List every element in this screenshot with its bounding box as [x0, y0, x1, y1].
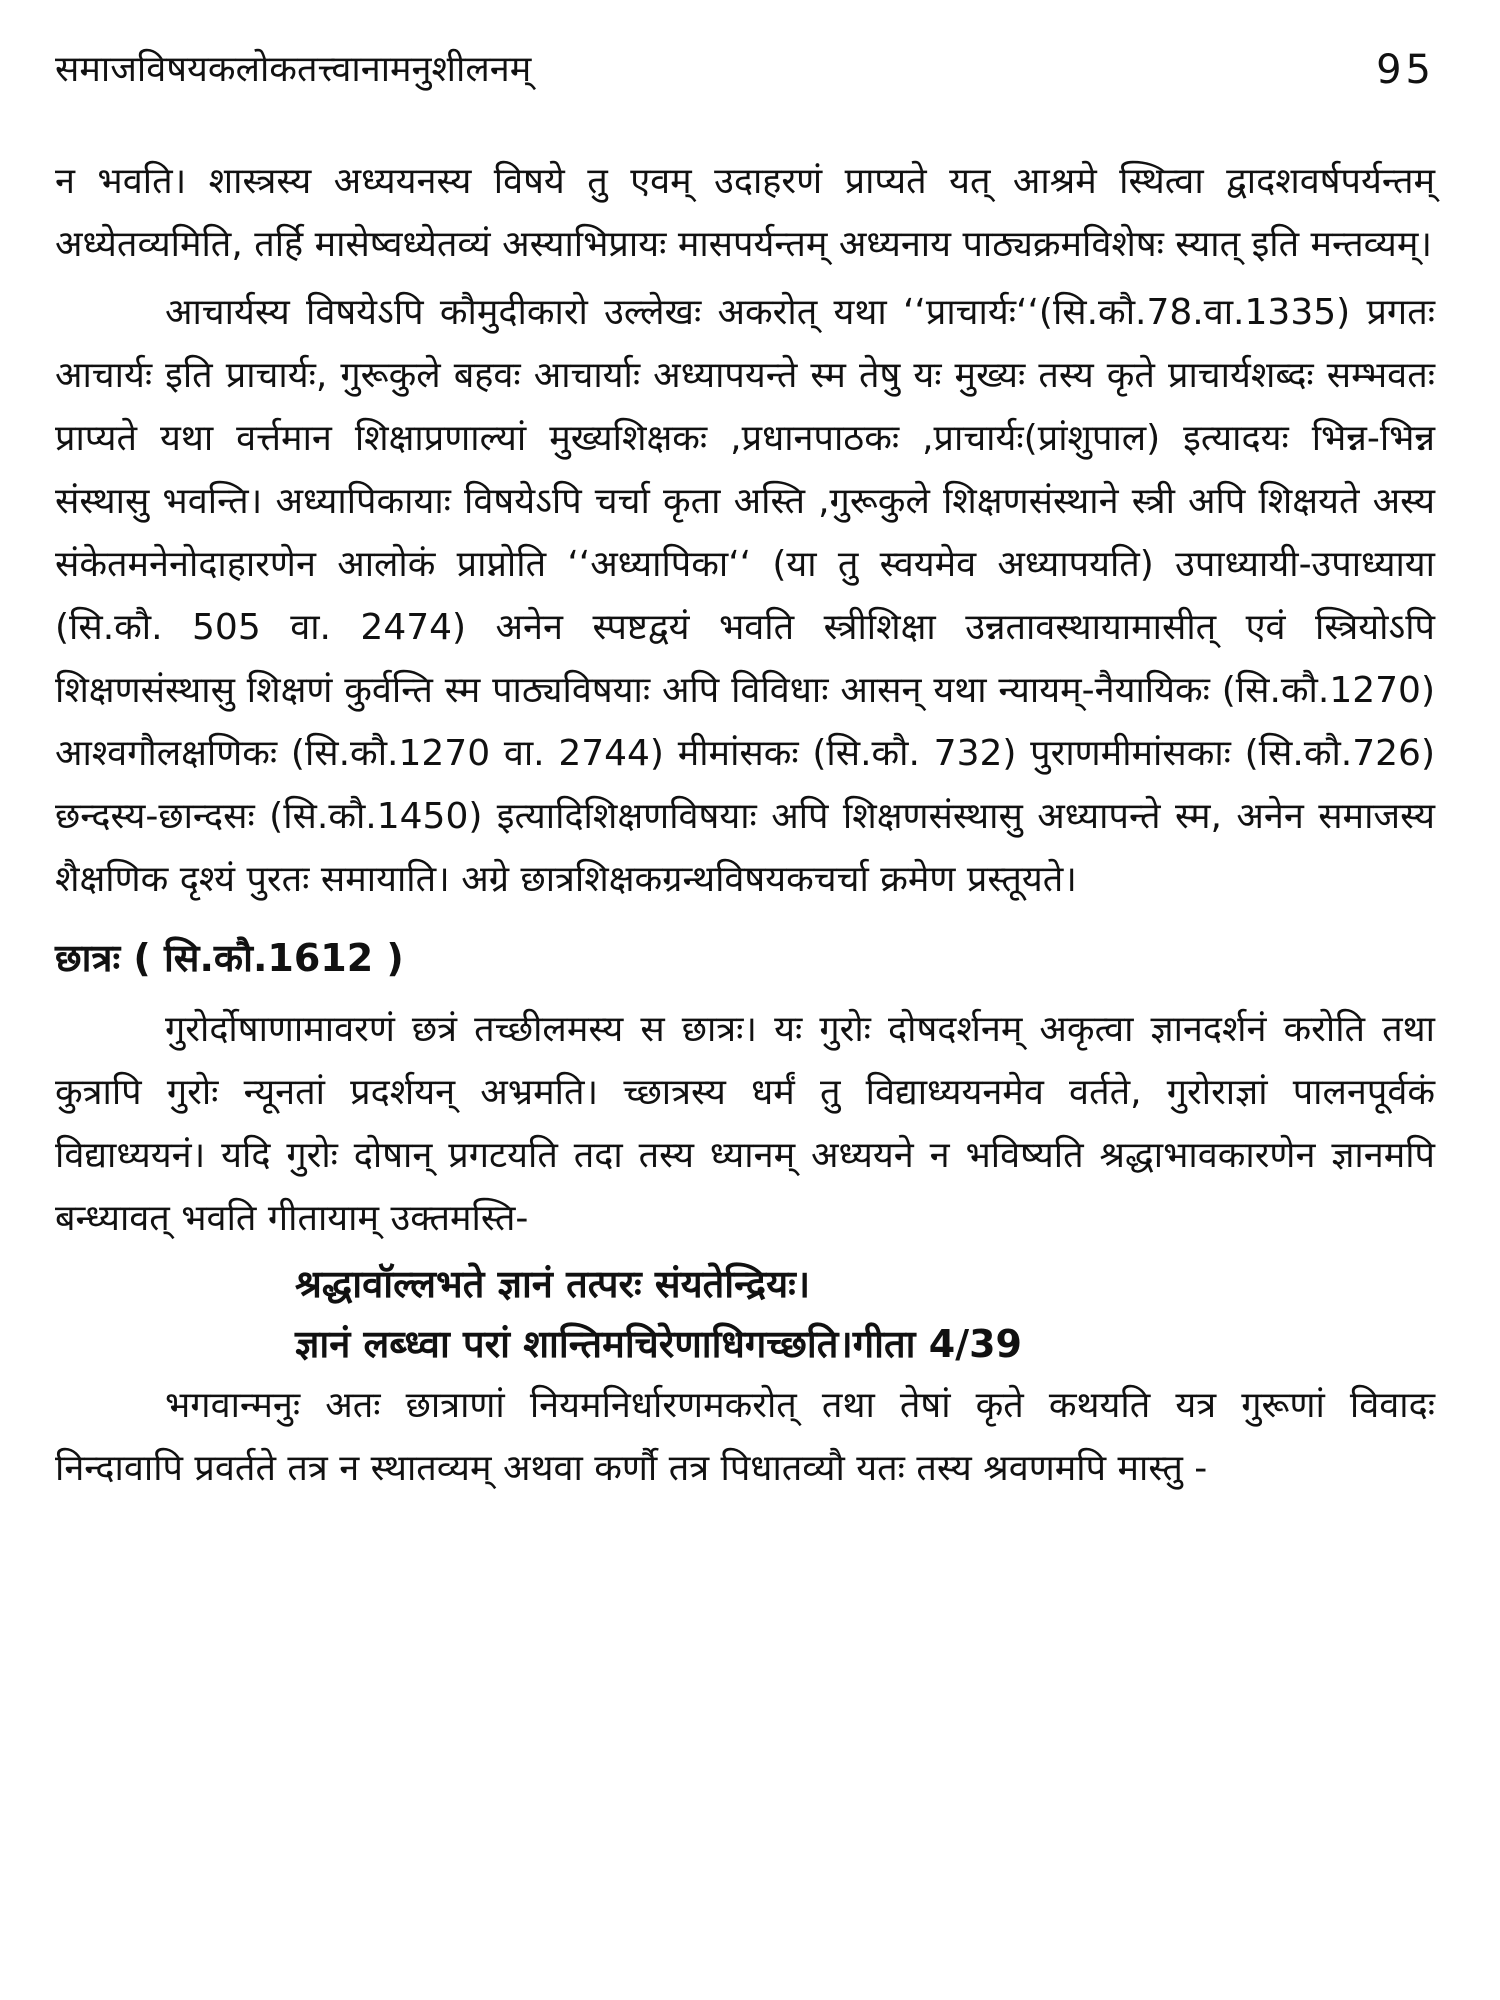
paragraph-continuation: न भवति। शास्त्रस्य अध्ययनस्य विषये तु एवम् उदाहरणं प्राप्यते यत् आश्रमे स्थित्वा द्वादशवर्षपर्यन्तम् अध्येतव्यमिति, तर्हि मासेष्वध्येतव्यं अस्याभिप्रायः मासपर्यन्तम् अध्यनाय पाठ्यक्रमविशेषः स्यात् इति मन्तव्यम्।	[55, 161, 1435, 265]
section-heading-chhatra: छात्रः ( सि.कौ.1612 )	[55, 936, 404, 980]
paragraph-chhatra: गुरोर्दोषाणामावरणं छत्रं तच्छीलमस्य स छात्रः। यः गुरोः दोषदर्शनम् अकृत्वा ज्ञानदर्शनं करोति तथा कुत्रापि गुरोः न्यूनतां प्रदर्शयन् अभ्रमति। च्छात्रस्य धर्मं तु विद्याध्ययनमेव वर्तते, गुरोराज्ञां पालनपूर्वकं विद्याध्ययनं। यदि गुरोः दोषान् प्रगटयति तदा तस्य ध्यानम् अध्ययने न भविष्यति श्रद्धाभावकारणेन ज्ञानमपि बन्ध्यावत् भवति गीतायाम् उक्तमस्ति-	[55, 1009, 1435, 1239]
running-title: समाजविषयकलोकतत्त्वानामनुशीलनम्	[55, 49, 532, 90]
verse-line-2: ज्ञानं लब्ध्वा परां शान्तिमचिरेणाधिगच्छति।गीता 4/39	[295, 1322, 1022, 1366]
verse-line-1: श्रद्धावॉल्लभते ज्ञानं तत्परः संयतेन्द्रियः।	[295, 1262, 811, 1306]
paragraph-acharya: आचार्यस्य विषयेऽपि कौमुदीकारो उल्लेखः अकरोत् यथा ‘‘प्राचार्यः‘‘(सि.कौ.78.वा.1335) प्रगतः आचार्यः इति प्राचार्यः, गुरूकुले बहवः आचार्याः अध्यापयन्ते स्म तेषु यः मुख्यः तस्य कृते प्राचार्यशब्दः सम्भवतः प्राप्यते यथा वर्त्तमान शिक्षाप्रणाल्यां मुख्यशिक्षकः ,प्रधानपाठकः ,प्राचार्यः(प्रांशुपाल) इत्यादयः भिन्न-भिन्न संस्थासु भवन्ति। अध्यापिकायाः विषयेऽपि चर्चा कृता अस्ति ,गुरूकुले शिक्षणसंस्थाने स्त्री अपि शिक्षयते अस्य संकेतमनेनोदाहारणेन आलोकं प्राप्नोति ‘‘अध्यापिका‘‘ (या तु स्वयमेव अध्यापयति) उपाध्यायी-उपाध्याया (सि.कौ. 505 वा. 2474) अनेन स्पष्टद्वयं भवति स्त्रीशिक्षा उन्नतावस्थायामासीत् एवं स्त्रियोऽपि शिक्षणसंस्थासु शिक्षणं कुर्वन्ति स्म पाठ्यविषयाः अपि विविधाः आसन् यथा न्यायम्-नैयायिकः (सि.कौ.1270) आश्वगौलक्षणिकः (सि.कौ.1270 वा. 2744) मीमांसकः (सि.कौ. 732) पुराणमीमांसकाः (सि.कौ.726) छन्दस्य-छान्दसः (सि.कौ.1450) इत्यादिशिक्षणविषयाः अपि शिक्षणसंस्थासु अध्यापन्ते स्म, अनेन समाजस्य शैक्षणिक दृश्यं पुरतः समायाति। अग्रे छात्रशिक्षकग्रन्थविषयकचर्चा क्रमेण प्रस्तूयते।	[55, 292, 1435, 900]
paragraph-closing: भगवान्मनुः अतः छात्राणां नियमनिर्धारणमकरोत् तथा तेषां कृते कथयति यत्र गुरूणां विवादः निन्दावापि प्रवर्तते तत्र न स्थातव्यम् अथवा कर्णौ तत्र पिधातव्यौ यतः तस्य श्रवणमपि मास्तु -	[55, 1385, 1435, 1489]
page-number: 95	[1376, 47, 1435, 93]
page-body	[55, 150, 1435, 1500]
